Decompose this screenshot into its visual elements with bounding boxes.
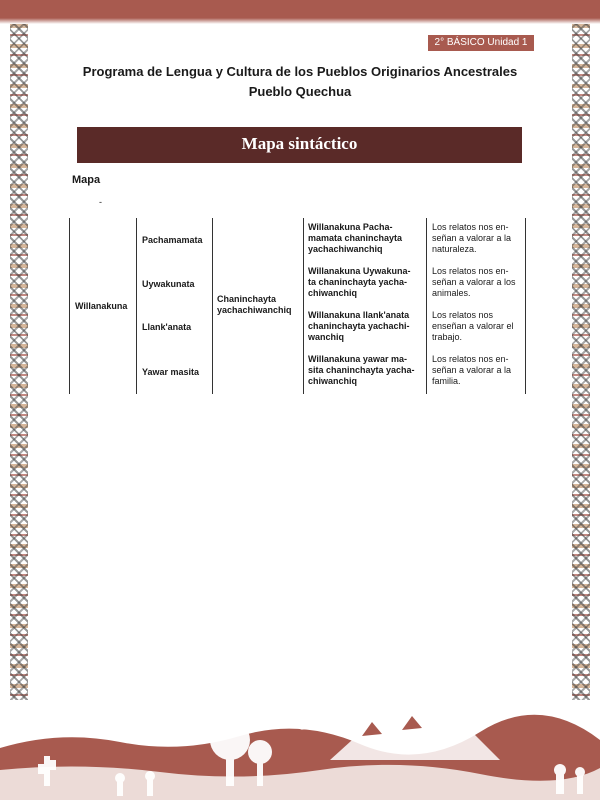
- unit-badge: 2° BÁSICO Unidad 1: [428, 35, 534, 51]
- top-decorative-band: [0, 0, 600, 18]
- map-item: Pachamamata: [142, 235, 203, 245]
- map-sentence: Willanakuna Uywakuna- ta chaninchayta yacha- chiwanchiq: [308, 266, 411, 298]
- map-translation: Los relatos nos en- señan a valorar a la naturaleza.: [432, 222, 512, 254]
- map-divider: [426, 218, 427, 394]
- map-divider: [212, 218, 213, 394]
- map-translation: Los relatos nos en- señan a valorar a los animales.: [432, 266, 516, 298]
- people-title: Pueblo Quechua: [248, 84, 352, 99]
- section-title-bar: Mapa sintáctico: [77, 127, 522, 163]
- map-divider: [136, 218, 137, 394]
- map-translation: Los relatos nos en- señan a valorar a la familia.: [432, 354, 512, 386]
- map-verb: Chaninchayta yachachiwanchiq: [217, 294, 292, 315]
- left-woven-border: [10, 24, 28, 714]
- landscape-footer-illustration: [0, 700, 600, 800]
- map-sentence: Willanakuna llank'anata chaninchayta yachachi- wanchiq: [308, 310, 410, 342]
- map-divider: [525, 218, 526, 394]
- map-root: Willanakuna: [75, 301, 128, 311]
- map-item: Llank'anata: [142, 322, 192, 332]
- program-title: Programa de Lengua y Cultura de los Pueblos Originarios Ancestrales: [82, 64, 518, 79]
- map-translation: Los relatos nos enseñan a valorar el trabajo.: [432, 310, 514, 342]
- map-label: Mapa: [72, 174, 101, 186]
- dash-mark: -: [99, 197, 102, 207]
- map-item: Yawar masita: [142, 367, 200, 377]
- map-divider: [69, 218, 70, 394]
- map-item: Uywakunata: [142, 279, 195, 289]
- map-sentence: Willanakuna Pacha- mamata chaninchayta yachachiwanchiq: [308, 222, 403, 254]
- right-woven-border: [572, 24, 590, 714]
- map-divider: [303, 218, 304, 394]
- map-sentence: Willanakuna yawar ma- sita chaninchayta yacha- chiwanchiq: [308, 354, 415, 386]
